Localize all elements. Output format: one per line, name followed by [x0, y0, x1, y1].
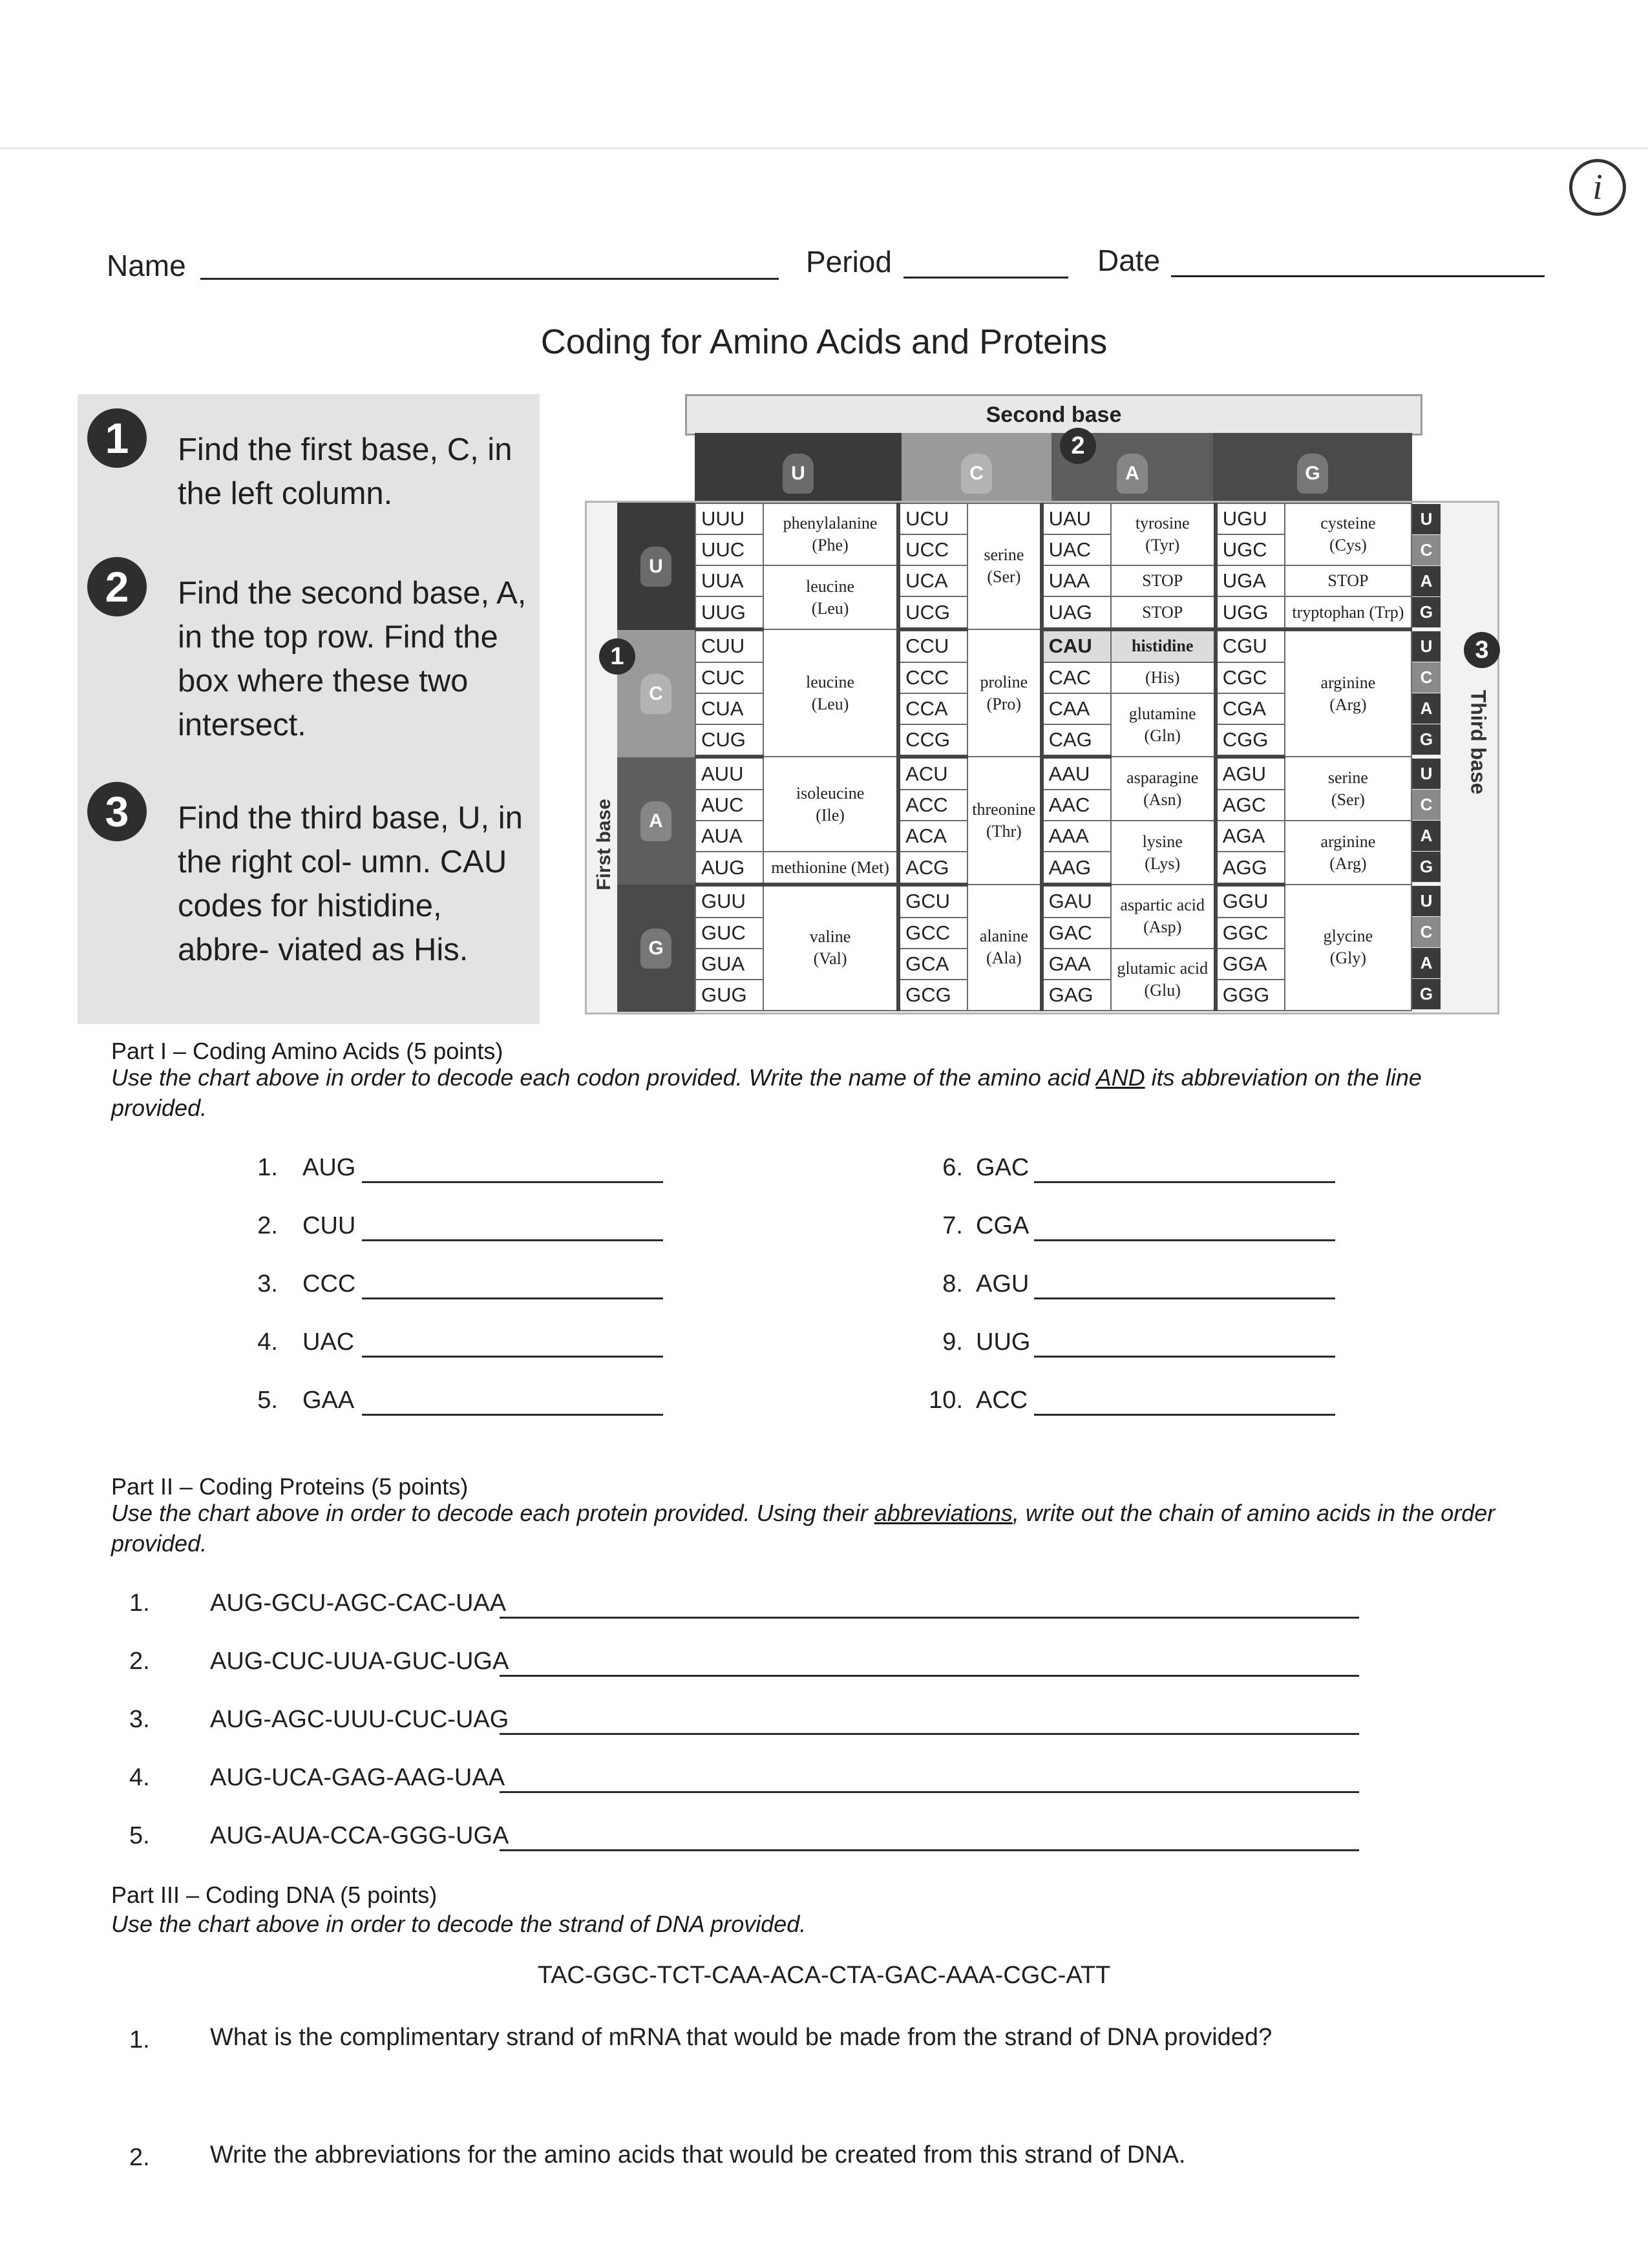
part1-item-number: 3. [257, 1270, 278, 1297]
codon-table [695, 503, 1412, 1011]
codon-cell: UAG [1042, 596, 1111, 629]
second-base-g [1213, 433, 1412, 501]
codon-cell: CCA [898, 693, 967, 724]
codon-cell: ACC [898, 790, 967, 821]
amino-acid-cell [1285, 629, 1411, 757]
part1-item-number: 2. [257, 1212, 278, 1239]
amino-acid-abbr: (Ala) [986, 949, 1022, 968]
part1-answer-line[interactable] [1034, 1414, 1335, 1416]
part2-answer-line[interactable] [500, 1733, 1359, 1735]
amino-acid-name: cysteine [1320, 514, 1376, 533]
amino-acid-abbr: (His) [1145, 667, 1180, 687]
part1-item-number: 8. [942, 1270, 963, 1297]
part1-answer-line[interactable] [362, 1356, 663, 1358]
codon-cell: GGG [1216, 980, 1285, 1011]
page-title: Coding for Amino Acids and Proteins [540, 322, 1108, 361]
codon-cell: CAU [1042, 629, 1111, 662]
codon-cell: GUC [695, 918, 763, 949]
codon-cell: UAA [1042, 565, 1111, 596]
codon-cell: CAC [1042, 662, 1111, 693]
marker-2: 2 [1060, 428, 1096, 464]
part1-codon: CGA [976, 1212, 1030, 1239]
codon-cell: UCG [898, 596, 967, 629]
codon-row [695, 885, 1411, 918]
codon-cell: CAA [1042, 693, 1111, 724]
amino-acid-abbr: (Arg) [1329, 854, 1367, 873]
amino-acid-name: asparagine [1126, 768, 1199, 787]
third-base-u: U [1412, 631, 1441, 662]
codon-cell: GUG [695, 980, 763, 1011]
third-base-column [1412, 503, 1441, 1011]
codon-cell: AUC [695, 790, 763, 821]
codon-cell: UCC [898, 534, 967, 565]
first-base-a [617, 757, 695, 885]
instructions-panel [78, 394, 540, 1024]
part1-answer-line[interactable] [1034, 1181, 1335, 1183]
amino-acid-cell [1111, 757, 1216, 821]
third-base-g: G [1412, 597, 1441, 627]
codon-cell: GUA [695, 949, 763, 980]
part1-item-number: 9. [942, 1328, 963, 1356]
third-base-g: G [1412, 852, 1441, 882]
part2-heading: Part II – Coding Proteins (5 points) [111, 1473, 469, 1500]
part1-codon: CCC [302, 1270, 356, 1297]
codon-cell: AUA [695, 821, 763, 852]
amino-acid-cell [1111, 949, 1216, 1011]
part1-codon: AUG [302, 1154, 356, 1181]
amino-acid-abbr: (Leu) [811, 598, 849, 618]
amino-acid-abbr: (Asp) [1143, 918, 1182, 937]
amino-acid-name: arginine [1320, 673, 1376, 692]
codon-cell: CGU [1216, 629, 1285, 662]
third-base-a: A [1412, 693, 1441, 724]
part3-q1-text: What is the complimentary strand of mRNA that would be made from the strand of DNA provided? [210, 2024, 1273, 2051]
third-base-c: C [1412, 790, 1441, 820]
third-base-label: Third base [1466, 689, 1490, 795]
part1-answer-line[interactable] [362, 1297, 663, 1299]
amino-acid-cell [1285, 596, 1411, 629]
amino-acid-name: isoleucine [796, 783, 865, 803]
amino-acid-cell [763, 757, 898, 852]
part3-heading: Part III – Coding DNA (5 points) [111, 1882, 438, 1908]
codon-cell: UAC [1042, 534, 1111, 565]
codon-cell: ACA [898, 821, 967, 852]
amino-acid-cell [967, 503, 1041, 629]
third-base-c: C [1412, 662, 1441, 693]
amino-acid-abbr: (Tyr) [1145, 536, 1180, 555]
part1-codon: UAC [302, 1328, 355, 1356]
codon-cell: GAC [1042, 918, 1111, 949]
codon-cell: AAA [1042, 821, 1111, 852]
amino-acid-abbr: (Ile) [816, 805, 845, 824]
amino-acid-cell [1111, 821, 1216, 885]
codon-cell: UGU [1216, 503, 1285, 534]
third-base-c: C [1412, 917, 1441, 947]
part1-codon: ACC [976, 1387, 1028, 1414]
amino-acid-abbr: (Val) [813, 949, 847, 969]
amino-acid-abbr: (Lys) [1145, 854, 1181, 873]
amino-acid-name: threonine [972, 800, 1036, 819]
first-base-chip: U [640, 547, 671, 587]
part2-sequence: AUG-AUA-CCA-GGG-UGA [210, 1822, 509, 1849]
third-base-c: C [1412, 535, 1441, 565]
third-base-a: A [1412, 948, 1441, 978]
amino-acid-cell [763, 503, 898, 565]
codon-cell: GGA [1216, 949, 1285, 980]
part3-q2-text: Write the abbreviations for the amino acids that would be created from this strand of DNA. [210, 2141, 1186, 2168]
amino-acid-name: glutamine [1128, 704, 1196, 724]
amino-acid-name: valine [809, 927, 851, 947]
part1-heading: Part I – Coding Amino Acids (5 points) [111, 1038, 503, 1064]
third-base-a: A [1412, 821, 1441, 851]
part2-instructions: Use the chart above in order to decode each protein provided. Using their abbreviations, write out the chain of amino acids in the order provided. [111, 1500, 1495, 1557]
amino-acid-name: aspartic acid [1120, 896, 1205, 915]
codon-cell: GGU [1216, 885, 1285, 918]
part2-sequence: AUG-UCA-GAG-AAG-UAA [210, 1764, 505, 1791]
codon-cell: UAU [1042, 503, 1111, 534]
amino-acid-name: histidine [1132, 636, 1194, 656]
part1-item-number: 7. [942, 1212, 963, 1239]
step-1-text: Find the first base, C, in the left column. [178, 432, 512, 511]
amino-acid-name: STOP [1327, 571, 1369, 591]
dna-strand: TAC-GGC-TCT-CAA-ACA-CTA-GAC-AAA-CGC-ATT [537, 1962, 1111, 1989]
amino-acid-name: glycine [1323, 927, 1373, 946]
amino-acid-cell [1111, 503, 1216, 565]
amino-acid-cell [763, 885, 898, 1011]
amino-acid-cell [967, 757, 1041, 885]
third-base-a: A [1412, 566, 1441, 596]
amino-acid-cell [763, 852, 898, 885]
amino-acid-cell [1285, 565, 1411, 596]
codon-cell: GGC [1216, 918, 1285, 949]
codon-cell: UUA [695, 565, 763, 596]
part3-instructions: Use the chart above in order to decode the strand of DNA provided. [111, 1911, 807, 1937]
third-base-u: U [1412, 886, 1441, 916]
part1-item-number: 1. [257, 1154, 278, 1181]
amino-acid-name: tyrosine [1135, 514, 1190, 533]
page-mark: i [1569, 159, 1626, 216]
codon-cell: CGC [1216, 662, 1285, 693]
amino-acid-name: STOP [1142, 602, 1183, 622]
amino-acid-cell [763, 565, 898, 629]
first-base-chip: C [640, 674, 671, 714]
amino-acid-abbr: (Cys) [1329, 536, 1367, 555]
amino-acid-abbr: (Leu) [811, 694, 849, 713]
codon-cell: AAC [1042, 790, 1111, 821]
codon-cell: CCU [898, 629, 967, 662]
part2-item-number: 5. [129, 1822, 150, 1849]
amino-acid-abbr: (Asn) [1143, 790, 1182, 809]
part1-instructions: Use the chart above in order to decode each codon provided. Write the name of the amino acid AND its abbreviation on the line provided. [111, 1064, 1422, 1121]
codon-cell: UUC [695, 534, 763, 565]
part3-q2-number: 2. [129, 2144, 150, 2171]
amino-acid-cell [967, 629, 1041, 757]
codon-cell: GAU [1042, 885, 1111, 918]
first-base-label: First base [593, 799, 615, 890]
codon-cell: CGA [1216, 693, 1285, 724]
amino-acid-cell [1111, 885, 1216, 949]
codon-cell: UGA [1216, 565, 1285, 596]
amino-acid-cell [1111, 662, 1216, 693]
second-base-header: Second base [685, 394, 1422, 436]
codon-cell: CCG [898, 724, 967, 757]
part2-sequence: AUG-AGC-UUU-CUC-UAG [210, 1706, 509, 1733]
part2-answer-line[interactable] [500, 1617, 1359, 1619]
codon-cell: GCG [898, 980, 967, 1011]
part2-item-number: 1. [129, 1590, 150, 1617]
part2-sequence: AUG-GCU-AGC-CAC-UAA [210, 1590, 507, 1617]
amino-acid-abbr: (Gly) [1329, 949, 1367, 968]
step-2-text: Find the second base, A, in the top row. Find the box where these two intersect. [178, 576, 527, 742]
codon-cell: AGG [1216, 852, 1285, 885]
codon-cell: CUG [695, 724, 763, 757]
codon-cell: CAG [1042, 724, 1111, 757]
amino-acid-abbr: (Gln) [1144, 726, 1181, 746]
amino-acid-name: leucine [806, 672, 855, 691]
step-3-badge: 3 [87, 782, 147, 841]
part1-answer-line[interactable] [1034, 1356, 1335, 1358]
part2-item-number: 3. [129, 1706, 150, 1733]
amino-acid-abbr: (Glu) [1144, 980, 1181, 1000]
amino-acid-cell [1111, 596, 1216, 629]
second-base-chip: U [783, 454, 814, 494]
part1-answer-line[interactable] [362, 1239, 663, 1241]
part1-answer-line[interactable] [362, 1181, 663, 1183]
amino-acid-name: STOP [1142, 571, 1183, 591]
amino-acid-cell [1111, 629, 1216, 662]
second-base-chip: A [1117, 454, 1148, 494]
codon-cell: UGG [1216, 596, 1285, 629]
amino-acid-abbr: (Pro) [986, 694, 1022, 713]
marker-1: 1 [599, 638, 635, 675]
codon-cell: AUU [695, 757, 763, 790]
third-base-g: G [1412, 724, 1441, 755]
third-base-u: U [1412, 504, 1441, 534]
name-field[interactable] [200, 278, 779, 280]
date-field[interactable] [1171, 275, 1545, 277]
codon-cell: AAU [1042, 757, 1111, 790]
second-base-u [695, 433, 902, 501]
step-1-badge: 1 [87, 408, 147, 468]
amino-acid-name: arginine [1320, 832, 1376, 851]
codon-row [695, 757, 1411, 790]
first-base-chip: G [640, 929, 671, 969]
amino-acid-cell [1285, 821, 1411, 885]
codon-cell: GAA [1042, 949, 1111, 980]
codon-cell: UUG [695, 596, 763, 629]
codon-cell: CUC [695, 662, 763, 693]
amino-acid-name: leucine [806, 576, 855, 596]
codon-cell: UCU [898, 503, 967, 534]
part2-answer-line[interactable] [500, 1675, 1359, 1677]
step-3-text: Find the third base, U, in the right col- umn. CAU codes for histidine, abbre- viated as His. [178, 801, 523, 967]
amino-acid-cell [1285, 757, 1411, 821]
codon-cell: CUA [695, 693, 763, 724]
step-2-badge: 2 [87, 557, 147, 616]
amino-acid-name: methionine (Met) [771, 857, 889, 877]
part2-item-number: 4. [129, 1764, 150, 1791]
codon-cell: ACU [898, 757, 967, 790]
part1-answer-line[interactable] [1034, 1239, 1335, 1241]
part1-codon: CUU [302, 1212, 356, 1239]
part1-answer-line[interactable] [362, 1414, 663, 1416]
amino-acid-name: tryptophan (Trp) [1292, 602, 1404, 622]
second-base-c [902, 433, 1051, 501]
codon-cell: AGA [1216, 821, 1285, 852]
second-base-chip: C [961, 454, 992, 494]
amino-acid-abbr: (Ser) [987, 567, 1021, 587]
amino-acid-abbr: (Ser) [1331, 790, 1365, 809]
amino-acid-abbr: (Arg) [1329, 695, 1367, 714]
codon-cell: UGC [1216, 534, 1285, 565]
amino-acid-name: serine [984, 545, 1024, 565]
codon-cell: GCA [898, 949, 967, 980]
amino-acid-name: serine [1327, 768, 1368, 787]
codon-cell: AAG [1042, 852, 1111, 885]
codon-chart [585, 394, 1499, 1014]
part1-codon: UUG [976, 1328, 1031, 1356]
part1-item-number: 10. [929, 1387, 963, 1414]
first-base-u [617, 503, 695, 630]
amino-acid-cell [967, 885, 1041, 1011]
codon-cell: CCC [898, 662, 967, 693]
codon-cell: CGG [1216, 724, 1285, 757]
amino-acid-cell [1285, 885, 1411, 1011]
part1-codon: GAC [976, 1154, 1030, 1181]
amino-acid-name: proline [980, 672, 1028, 691]
third-base-g: G [1412, 979, 1441, 1009]
part1-item-number: 4. [257, 1328, 278, 1356]
part1-item-number: 5. [257, 1387, 278, 1414]
first-base-chip: A [640, 801, 671, 841]
amino-acid-name: phenylalanine [783, 514, 878, 533]
part2-answer-line[interactable] [500, 1791, 1359, 1793]
amino-acid-name: alanine [979, 927, 1028, 946]
part1-codon: AGU [976, 1270, 1030, 1297]
codon-cell: UCA [898, 565, 967, 596]
codon-cell: GUU [695, 885, 763, 918]
amino-acid-cell [1285, 503, 1411, 565]
codon-row [695, 503, 1411, 534]
codon-cell: GAG [1042, 980, 1111, 1011]
codon-cell: CUU [695, 629, 763, 662]
amino-acid-cell [1111, 693, 1216, 757]
codon-cell: AUG [695, 852, 763, 885]
amino-acid-name: glutamic acid [1117, 958, 1209, 978]
part2-item-number: 2. [129, 1648, 150, 1675]
period-field[interactable] [903, 277, 1068, 278]
name-label: Name [107, 249, 186, 282]
first-base-g [617, 885, 695, 1012]
codon-row [695, 629, 1411, 662]
codon-cell: UUU [695, 503, 763, 534]
amino-acid-cell [1111, 565, 1216, 596]
marker-3: 3 [1464, 632, 1500, 668]
second-base-chip: G [1297, 454, 1328, 494]
amino-acid-abbr: (Phe) [812, 536, 849, 555]
amino-acid-name: lysine [1142, 832, 1183, 851]
amino-acid-abbr: (Thr) [986, 822, 1022, 841]
codon-row [695, 565, 1411, 596]
date-label: Date [1097, 244, 1161, 277]
codon-cell: AGC [1216, 790, 1285, 821]
part1-item-number: 6. [942, 1154, 963, 1181]
third-base-u: U [1412, 759, 1441, 789]
part1-answer-line[interactable] [1034, 1297, 1335, 1299]
part2-answer-line[interactable] [500, 1849, 1359, 1851]
scan-edge [0, 147, 1648, 149]
codon-cell: AGU [1216, 757, 1285, 790]
codon-cell: ACG [898, 852, 967, 885]
codon-cell: GCC [898, 918, 967, 949]
amino-acid-cell [763, 629, 898, 757]
codon-cell: GCU [898, 885, 967, 918]
part1-codon: GAA [302, 1387, 355, 1414]
period-label: Period [806, 245, 892, 278]
part3-q1-number: 1. [129, 2026, 150, 2053]
part2-sequence: AUG-CUC-UUA-GUC-UGA [210, 1648, 509, 1675]
